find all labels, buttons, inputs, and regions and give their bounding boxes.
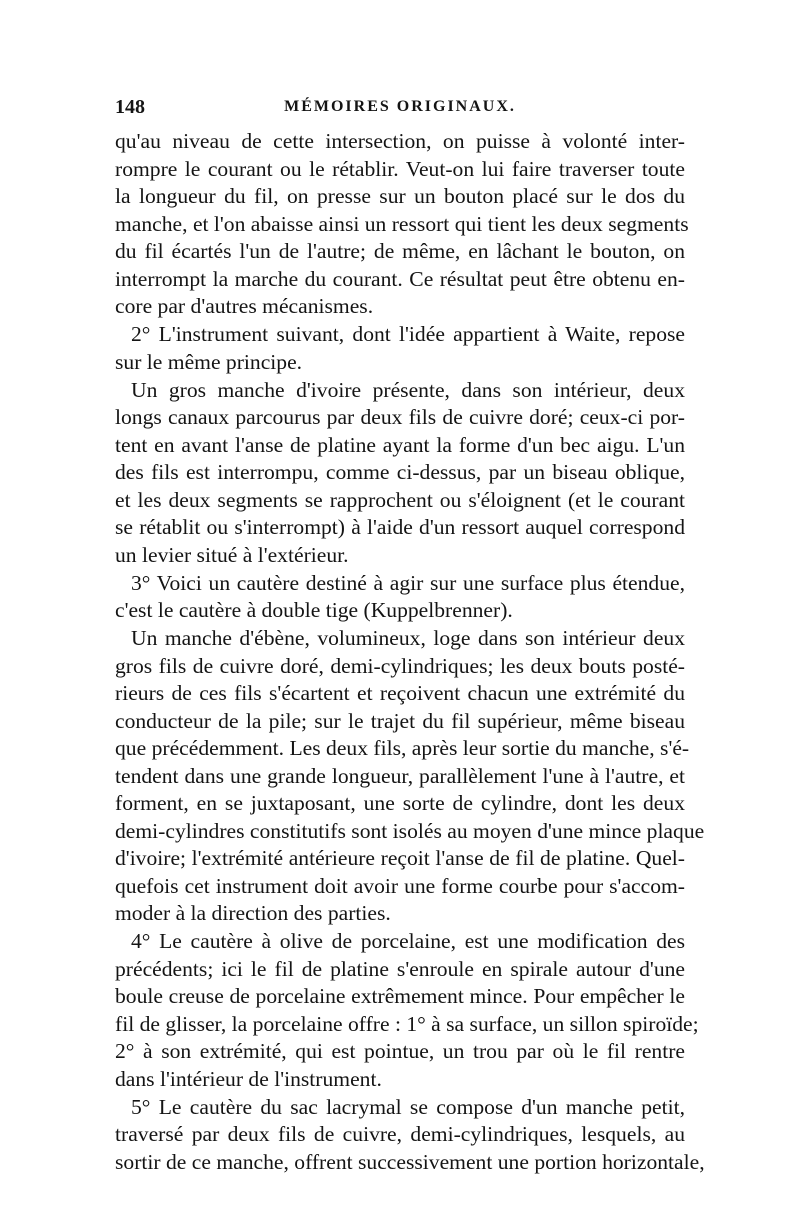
paragraph <box>115 377 685 570</box>
text-line: un levier situé à l'extérieur. <box>115 542 349 567</box>
paragraph <box>115 570 685 625</box>
text-line: 3° Voici un cautère destiné à agir sur une surface plus étendue, <box>131 570 685 595</box>
text-line: boule creuse de porcelaine extrêmement mince. Pour empêcher le <box>115 984 685 1008</box>
text-line: manche, et l'on abaisse ainsi un ressort qui tient les deux segments <box>115 211 689 236</box>
text-line: la longueur du fil, on presse sur un bouton placé sur le dos du <box>115 184 685 208</box>
paragraph <box>115 928 699 1093</box>
text-line: et les deux segments se rapprochent ou s'éloignent (et le courant <box>115 487 685 512</box>
text-line: 2° L'instrument suivant, dont l'idée appartient à Waite, repose <box>131 322 685 346</box>
paragraph <box>115 625 705 928</box>
text-line: des fils est interrompu, comme ci-dessus, par un biseau oblique, <box>115 460 685 484</box>
text-line: sur le même principe. <box>115 349 303 374</box>
page-number: 148 <box>115 96 145 118</box>
text-line: conducteur de la pile; sur le trajet du fil supérieur, même biseau <box>115 708 685 733</box>
text-line: core par d'autres mécanismes. <box>115 294 374 318</box>
text-line: se rétablit ou s'interrompt) à l'aide d'un ressort auquel correspond <box>115 515 685 539</box>
text-line: demi-cylindres constitutifs sont isolés au moyen d'une mince plaque <box>115 818 705 843</box>
text-line: rieurs de ces fils s'écartent et reçoivent chacun une extrémité du <box>115 681 685 705</box>
text-line: dans l'intérieur de l'instrument. <box>115 1066 382 1091</box>
text-line: 5° Le cautère du sac lacrymal se compose d'un manche petit, <box>131 1094 685 1119</box>
text-line: c'est le cautère à double tige (Kuppelbrenner). <box>115 598 513 622</box>
paragraph <box>115 321 685 376</box>
running-title: MÉMOIRES ORIGINAUX. <box>284 98 516 115</box>
text-line: moder à la direction des parties. <box>115 901 391 925</box>
text-line: traversé par deux fils de cuivre, demi-cylindriques, lesquels, au <box>115 1122 685 1146</box>
text-line: Un manche d'ébène, volumineux, loge dans son intérieur deux <box>131 626 685 650</box>
body-text <box>115 128 705 1176</box>
text-line: tent en avant l'anse de platine ayant la forme d'un bec aigu. L'un <box>115 432 685 457</box>
text-line: du fil écartés l'un de l'autre; de même, en lâchant le bouton, on <box>115 239 685 263</box>
text-line: rompre le courant ou le rétablir. Veut-on lui faire traverser toute <box>115 156 685 181</box>
text-line: sortir de ce manche, offrent successivement une portion horizontale, <box>115 1149 705 1174</box>
text-line: d'ivoire; l'extrémité antérieure reçoit l'anse de fil de platine. Quel- <box>115 846 685 870</box>
text-line: 2° à son extrémité, qui est pointue, un trou par où le fil rentre <box>115 1039 685 1063</box>
text-line: précédents; ici le fil de platine s'enroule en spirale autour d'une <box>115 956 685 981</box>
text-line: 4° Le cautère à olive de porcelaine, est une modification des <box>131 929 685 953</box>
text-line: qu'au niveau de cette intersection, on puisse à volonté inter- <box>115 129 685 153</box>
text-line: forment, en se juxtaposant, une sorte de cylindre, dont les deux <box>115 791 685 815</box>
page-header <box>115 96 685 126</box>
text-line: quefois cet instrument doit avoir une forme courbe pour s'accom- <box>115 873 685 898</box>
text-line: tendent dans une grande longueur, parallèlement l'une à l'autre, et <box>115 763 685 788</box>
text-line: interrompt la marche du courant. Ce résultat peut être obtenu en- <box>115 266 685 291</box>
text-line: Un gros manche d'ivoire présente, dans son intérieur, deux <box>131 377 685 402</box>
paragraph <box>115 1094 705 1177</box>
text-line: gros fils de cuivre doré, demi-cylindriques; les deux bouts posté- <box>115 653 685 678</box>
text-line: fil de glisser, la porcelaine offre : 1° à sa surface, un sillon spiroïde; <box>115 1011 699 1036</box>
text-line: longs canaux parcourus par deux fils de cuivre doré; ceux-ci por- <box>115 405 685 429</box>
paragraph <box>115 128 689 321</box>
text-line: que précédemment. Les deux fils, après leur sortie du manche, s'é- <box>115 736 690 760</box>
